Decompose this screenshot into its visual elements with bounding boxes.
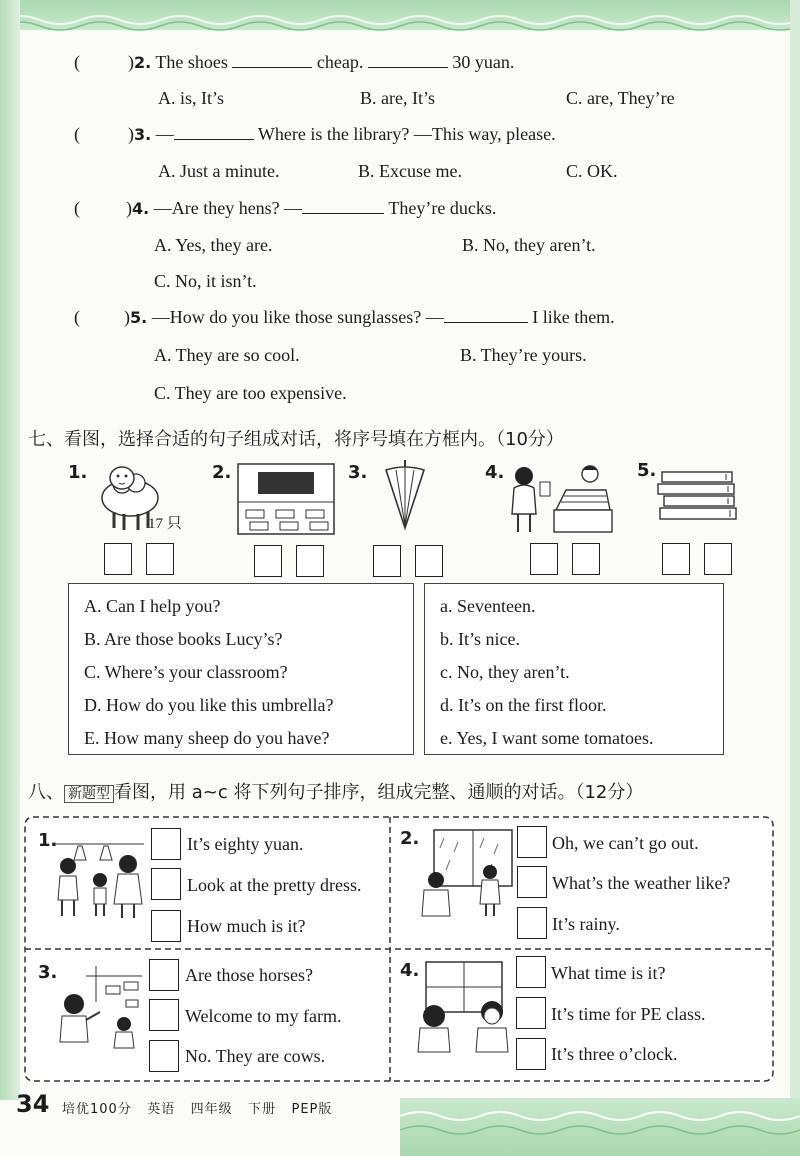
- sheep-count-caption: 17 只: [148, 516, 182, 532]
- footer-book-info: 培优100分 英语 四年级 下册 PEP版: [62, 1102, 333, 1117]
- question-3: 3. — Where is the library? —This way, please.: [134, 124, 556, 144]
- order-box[interactable]: [516, 956, 546, 988]
- boys-window-icon: [408, 958, 512, 1054]
- answer-paren-open: (: [74, 198, 80, 218]
- left-decorative-band: [0, 0, 20, 1100]
- order-box[interactable]: [517, 866, 547, 898]
- option-b: B. are, It’s: [360, 88, 435, 108]
- picture-number: 1.: [68, 462, 88, 483]
- option-a: A. Yes, they are.: [154, 235, 273, 255]
- reply-d: d. It’s on the first floor.: [440, 695, 607, 715]
- order-box[interactable]: [516, 1038, 546, 1070]
- answer-box[interactable]: [572, 543, 600, 575]
- answer-box[interactable]: [704, 543, 732, 575]
- sentence-c: C. Where’s your classroom?: [84, 662, 288, 682]
- dialogue-line: It’s time for PE class.: [551, 1004, 706, 1024]
- answer-paren-open: (: [74, 124, 80, 144]
- order-box[interactable]: [516, 997, 546, 1029]
- section-7-title: 七、看图，选择合适的句子组成对话，将序号填在方框内。（10分）: [28, 429, 564, 450]
- farm-icon: [52, 962, 148, 1050]
- group-number: 2.: [400, 828, 420, 849]
- umbrella-icon: [380, 458, 430, 534]
- dialogue-line: What time is it?: [551, 963, 666, 983]
- sentence-b: B. Are those books Lucy’s?: [84, 629, 283, 649]
- picture-number: 3.: [348, 462, 368, 483]
- fill-blank[interactable]: [174, 125, 254, 140]
- page-number: 34: [16, 1090, 50, 1118]
- dialogue-line: Are those horses?: [185, 965, 313, 985]
- group-number: 4.: [400, 960, 420, 981]
- option-c: C. No, it isn’t.: [154, 271, 257, 291]
- dialogue-line: It’s eighty yuan.: [187, 834, 304, 854]
- right-decorative-band: [790, 0, 800, 1156]
- question-2: 2. The shoes cheap. 30 yuan.: [134, 52, 515, 72]
- picture-number: 2.: [212, 462, 232, 483]
- picture-number: 5.: [637, 460, 657, 481]
- sentence-a: A. Can I help you?: [84, 596, 221, 616]
- order-box[interactable]: [151, 868, 181, 900]
- answer-paren-close: ): [126, 198, 132, 218]
- dialogue-line: No. They are cows.: [185, 1046, 326, 1066]
- classroom-icon: [236, 462, 336, 536]
- answer-box[interactable]: [254, 545, 282, 577]
- question-number: 5.: [130, 308, 148, 327]
- dialogue-line: Look at the pretty dress.: [187, 875, 362, 895]
- dialogue-line: It’s rainy.: [552, 914, 620, 934]
- answer-box[interactable]: [415, 545, 443, 577]
- answer-box[interactable]: [104, 543, 132, 575]
- answer-box[interactable]: [662, 543, 690, 575]
- reply-c: c. No, they aren’t.: [440, 662, 570, 682]
- option-b: B. Excuse me.: [358, 161, 462, 181]
- answer-paren-open: (: [74, 307, 80, 327]
- option-b: B. No, they aren’t.: [462, 235, 596, 255]
- dialogue-line: How much is it?: [187, 916, 306, 936]
- order-box[interactable]: [149, 1040, 179, 1072]
- reply-a: a. Seventeen.: [440, 596, 536, 616]
- answer-paren-open: (: [74, 52, 80, 72]
- answer-box[interactable]: [530, 543, 558, 575]
- fill-blank[interactable]: [444, 308, 528, 323]
- shopping-family-icon: [48, 836, 148, 922]
- dialogue-line: It’s three o’clock.: [551, 1044, 678, 1064]
- order-box[interactable]: [517, 826, 547, 858]
- option-c: C. They are too expensive.: [154, 383, 347, 403]
- fill-blank[interactable]: [302, 199, 384, 214]
- books-icon: [656, 470, 740, 522]
- answer-box[interactable]: [296, 545, 324, 577]
- order-box[interactable]: [149, 959, 179, 991]
- option-a: A. They are so cool.: [154, 345, 300, 365]
- bottom-wave-decoration: [400, 1106, 800, 1146]
- section-8-title: 八、 新题型 看图，用 a~c 将下列句子排序，组成完整、通顺的对话。（12分）: [28, 782, 644, 803]
- dialogue-line: What’s the weather like?: [552, 873, 731, 893]
- fill-blank[interactable]: [232, 53, 312, 68]
- option-c: C. are, They’re: [566, 88, 675, 108]
- group-number: 1.: [38, 830, 58, 851]
- question-4: 4. —Are they hens? — They’re ducks.: [132, 198, 497, 218]
- sentence-e: E. How many sheep do you have?: [84, 728, 330, 748]
- reply-e: e. Yes, I want some tomatoes.: [440, 728, 654, 748]
- option-a: A. Just a minute.: [158, 161, 280, 181]
- question-5: 5. —How do you like those sunglasses? — I like them.: [130, 307, 615, 327]
- new-question-tag: 新题型: [64, 785, 114, 803]
- question-number: 3.: [134, 125, 152, 144]
- answer-box[interactable]: [373, 545, 401, 577]
- shop-icon: [506, 460, 616, 536]
- reply-b: b. It’s nice.: [440, 629, 520, 649]
- order-box[interactable]: [151, 828, 181, 860]
- question-number: 2.: [134, 53, 152, 72]
- group-number: 3.: [38, 962, 58, 983]
- order-box[interactable]: [517, 907, 547, 939]
- option-a: A. is, It’s: [158, 88, 225, 108]
- top-wave-decoration: [0, 8, 800, 32]
- dialogue-line: Welcome to my farm.: [185, 1006, 342, 1026]
- answer-paren-close: ): [128, 124, 134, 144]
- sentence-d: D. How do you like this umbrella?: [84, 695, 334, 715]
- dialogue-line: Oh, we can’t go out.: [552, 833, 699, 853]
- picture-number: 4.: [485, 462, 505, 483]
- option-b: B. They’re yours.: [460, 345, 587, 365]
- question-number: 4.: [132, 199, 150, 218]
- rainy-window-icon: [414, 828, 514, 918]
- answer-paren-close: ): [124, 307, 130, 327]
- order-box[interactable]: [151, 910, 181, 942]
- option-c: C. OK.: [566, 161, 618, 181]
- answer-paren-close: ): [128, 52, 134, 72]
- answer-box[interactable]: [146, 543, 174, 575]
- fill-blank[interactable]: [368, 53, 448, 68]
- order-box[interactable]: [149, 999, 179, 1031]
